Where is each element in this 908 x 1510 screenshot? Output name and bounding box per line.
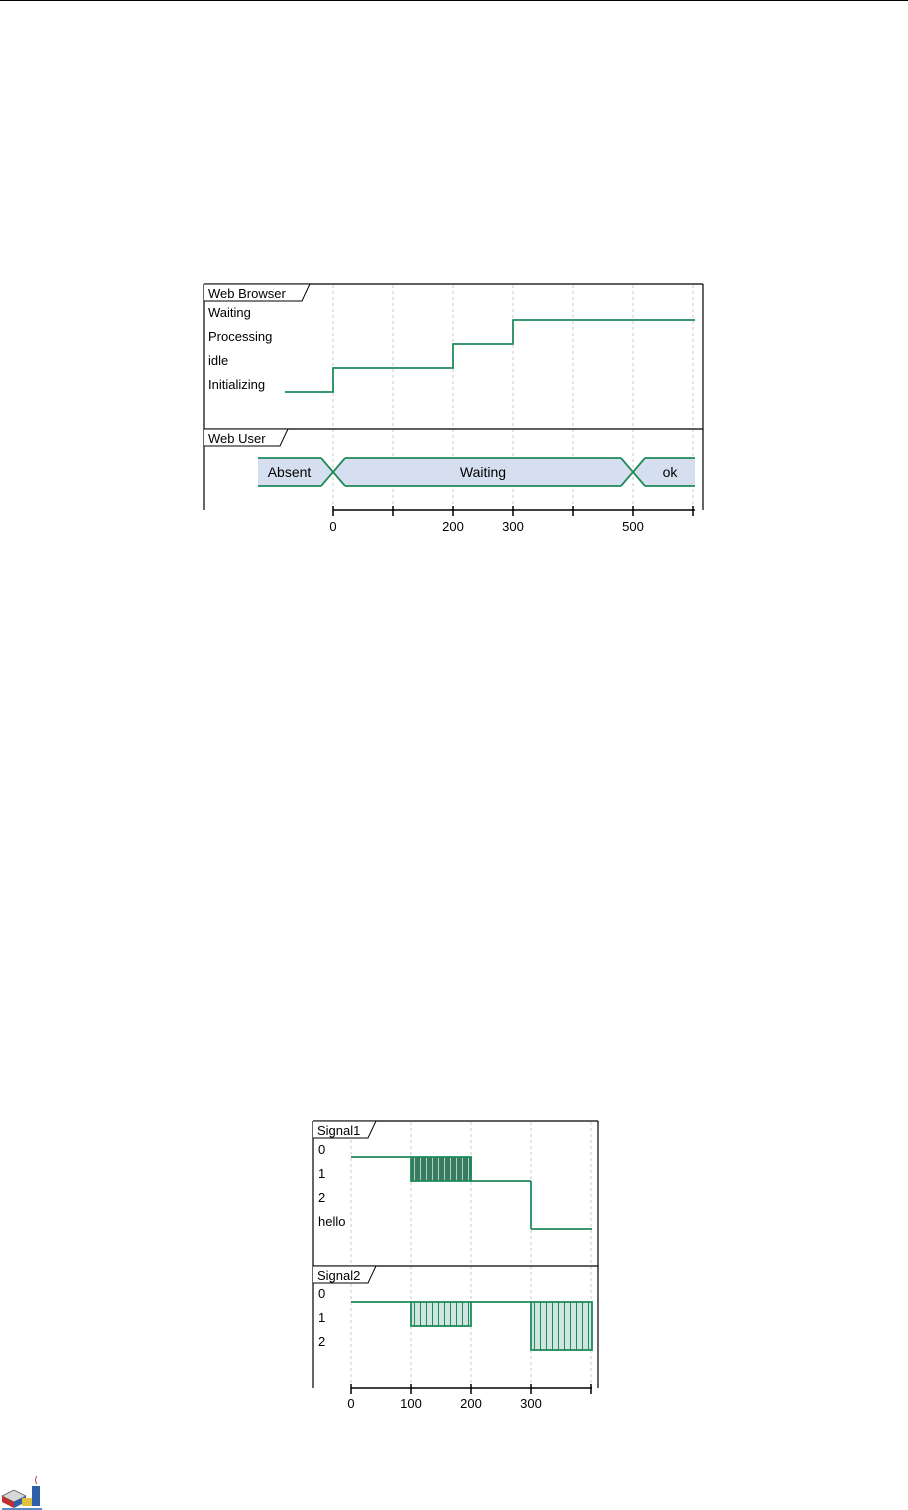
axis-label: 200 bbox=[460, 1396, 482, 1411]
timing-diagram-2 bbox=[0, 1100, 908, 1430]
state-label-initializing: Initializing bbox=[208, 377, 266, 392]
state-label-waiting: Waiting bbox=[459, 464, 507, 480]
hatched-state-block bbox=[531, 1302, 592, 1350]
axis-label: 300 bbox=[520, 1396, 542, 1411]
lane-tab-signal1 bbox=[313, 1121, 376, 1138]
plantuml-logo-icon bbox=[0, 1474, 44, 1510]
hatched-state-block bbox=[411, 1302, 471, 1326]
state-label-2: 2 bbox=[318, 1334, 326, 1349]
lane-name-signal1: Signal1 bbox=[317, 1123, 361, 1138]
state-label-1: 1 bbox=[318, 1310, 326, 1325]
axis-label: 0 bbox=[329, 519, 337, 534]
state-label-processing: Processing bbox=[208, 329, 273, 344]
axis-label: 0 bbox=[347, 1396, 355, 1411]
axis-label: 500 bbox=[622, 519, 644, 534]
timing-diagram-1 bbox=[0, 0, 908, 560]
state-label-0: 0 bbox=[318, 1286, 326, 1301]
lane-tab-signal2 bbox=[313, 1266, 376, 1283]
axis-label: 200 bbox=[442, 519, 464, 534]
lane-tab-web-user bbox=[204, 429, 288, 446]
axis-label: 300 bbox=[502, 519, 524, 534]
state-label-0: 0 bbox=[318, 1142, 326, 1157]
state-label-2: 2 bbox=[318, 1190, 326, 1205]
lane-name-web-user: Web User bbox=[208, 431, 266, 446]
state-label-waiting: Waiting bbox=[208, 305, 251, 320]
lane-tab-web-browser bbox=[204, 284, 310, 301]
state-label-1: 1 bbox=[318, 1166, 326, 1181]
state-label-idle: idle bbox=[208, 353, 229, 368]
state-line-web-browser bbox=[285, 320, 695, 392]
state-label-absent: Absent bbox=[267, 464, 312, 480]
lane-name-signal2: Signal2 bbox=[317, 1268, 361, 1283]
lane-name-web-browser: Web Browser bbox=[208, 286, 286, 301]
state-label-ok: ok bbox=[662, 464, 678, 480]
axis-label: 100 bbox=[400, 1396, 422, 1411]
hatched-state-block bbox=[411, 1157, 471, 1181]
state-label-hello: hello bbox=[318, 1214, 346, 1229]
